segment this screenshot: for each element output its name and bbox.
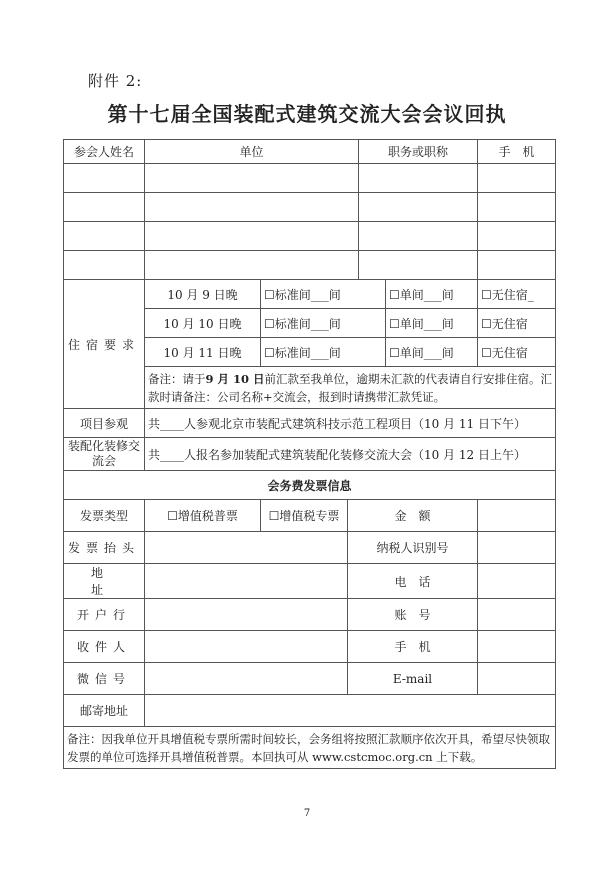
attendee-unit-cell[interactable]	[145, 251, 359, 280]
mobile-field[interactable]	[478, 631, 556, 663]
lodging-note	[145, 367, 556, 409]
attendee-position-cell[interactable]	[359, 251, 478, 280]
reply-form-table	[63, 139, 556, 769]
lodging-single-checkbox[interactable]: ☐单间___间	[386, 309, 478, 338]
attendee-row	[64, 251, 556, 280]
attendee-name-cell[interactable]	[64, 251, 145, 280]
invoice-type-ordinary-checkbox[interactable]: ☐增值税普票	[145, 500, 261, 532]
invoice-type-special-checkbox[interactable]: ☐增值税专票	[261, 500, 348, 532]
postal-address-field[interactable]	[145, 695, 556, 727]
telephone-label: 电 话	[348, 564, 478, 599]
attendee-unit-cell[interactable]	[145, 222, 359, 251]
bank-label: 开户行	[64, 599, 145, 631]
header-phone: 手 机	[478, 140, 556, 164]
lodging-date: 10 月 10 日晚	[145, 309, 261, 338]
lodging-standard-checkbox[interactable]: ☐标准间___间	[261, 280, 386, 309]
email-label: E-mail	[348, 663, 478, 695]
attendee-row	[64, 164, 556, 193]
wechat-label: 微信号	[64, 663, 145, 695]
lodging-standard-checkbox[interactable]: ☐标准间___间	[261, 309, 386, 338]
bank-field[interactable]	[145, 599, 348, 631]
lodging-single-checkbox[interactable]: ☐单间___间	[386, 280, 478, 309]
page-title: 第十七届全国装配式建筑交流大会会议回执	[107, 102, 507, 126]
attendee-name-cell[interactable]	[64, 193, 145, 222]
attendee-phone-cell[interactable]	[478, 193, 556, 222]
lodging-note-suffix: 前汇款至我单位，逾期未汇款的代表请自行安排住宿。汇款时请备注：公司名称+交流会，报到时请携带汇款凭证。	[148, 371, 553, 404]
invoice-section-title: 会务费发票信息	[64, 471, 556, 500]
attendee-phone-cell[interactable]	[478, 222, 556, 251]
lodging-note-deadline: 9 月 10 日	[205, 371, 265, 386]
attendee-name-cell[interactable]	[64, 164, 145, 193]
attachment-label: 附件 2:	[88, 72, 143, 90]
mobile-label: 手 机	[348, 631, 478, 663]
lodging-none-checkbox[interactable]: ☐无住宿	[478, 338, 556, 367]
page-number: 7	[303, 808, 311, 819]
invoice-amount-label: 金 额	[348, 500, 478, 532]
address-field[interactable]	[145, 564, 348, 599]
attendee-phone-cell[interactable]	[478, 164, 556, 193]
project-visit-text[interactable]: 共____人参观北京市装配式建筑科技示范工程项目（10 月 11 日下午）	[145, 409, 556, 438]
lodging-single-checkbox[interactable]: ☐单间___间	[386, 338, 478, 367]
lodging-standard-checkbox[interactable]: ☐标准间___间	[261, 338, 386, 367]
lodging-date: 10 月 11 日晚	[145, 338, 261, 367]
decoration-meeting-text[interactable]: 共____人报名参加装配式建筑装配化装修交流大会（10 月 12 日上午）	[145, 438, 556, 471]
header-name: 参会人姓名	[64, 140, 145, 164]
postal-address-label: 邮寄地址	[64, 695, 145, 727]
telephone-field[interactable]	[478, 564, 556, 599]
address-label: 地 址	[64, 564, 145, 599]
attendee-unit-cell[interactable]	[145, 193, 359, 222]
attendee-position-cell[interactable]	[359, 164, 478, 193]
decoration-meeting-label: 装配化装修交流会	[64, 438, 145, 471]
invoice-note: 备注：因我单位开具增值税专票所需时间较长，会务组将按照汇款顺序依次开具，希望尽快领取发票的单位可选择开具增值税普票。本回执可从 www.cstcmoc.org.cn 上下载。	[64, 727, 556, 769]
account-field[interactable]	[478, 599, 556, 631]
lodging-note-prefix: 备注：请于	[148, 371, 206, 386]
attendee-unit-cell[interactable]	[145, 164, 359, 193]
project-visit-label: 项目参观	[64, 409, 145, 438]
invoice-header-field[interactable]	[145, 532, 348, 564]
invoice-header-label: 发票抬头	[64, 532, 145, 564]
wechat-field[interactable]	[145, 663, 348, 695]
lodging-none-checkbox[interactable]: ☐无住宿_	[478, 280, 556, 309]
attendee-position-cell[interactable]	[359, 193, 478, 222]
attendee-row	[64, 193, 556, 222]
attendee-phone-cell[interactable]	[478, 251, 556, 280]
attendee-row	[64, 222, 556, 251]
lodging-label: 住宿要求	[64, 280, 145, 409]
header-unit: 单位	[145, 140, 359, 164]
lodging-date: 10 月 9 日晚	[145, 280, 261, 309]
lodging-none-checkbox[interactable]: ☐无住宿	[478, 309, 556, 338]
email-field[interactable]	[478, 663, 556, 695]
account-label: 账 号	[348, 599, 478, 631]
taxpayer-id-field[interactable]	[478, 532, 556, 564]
recipient-label: 收件人	[64, 631, 145, 663]
invoice-type-label: 发票类型	[64, 500, 145, 532]
attendee-position-cell[interactable]	[359, 222, 478, 251]
recipient-field[interactable]	[145, 631, 348, 663]
header-position: 职务或职称	[359, 140, 478, 164]
invoice-amount-field[interactable]	[478, 500, 556, 532]
attendee-name-cell[interactable]	[64, 222, 145, 251]
taxpayer-id-label: 纳税人识别号	[348, 532, 478, 564]
